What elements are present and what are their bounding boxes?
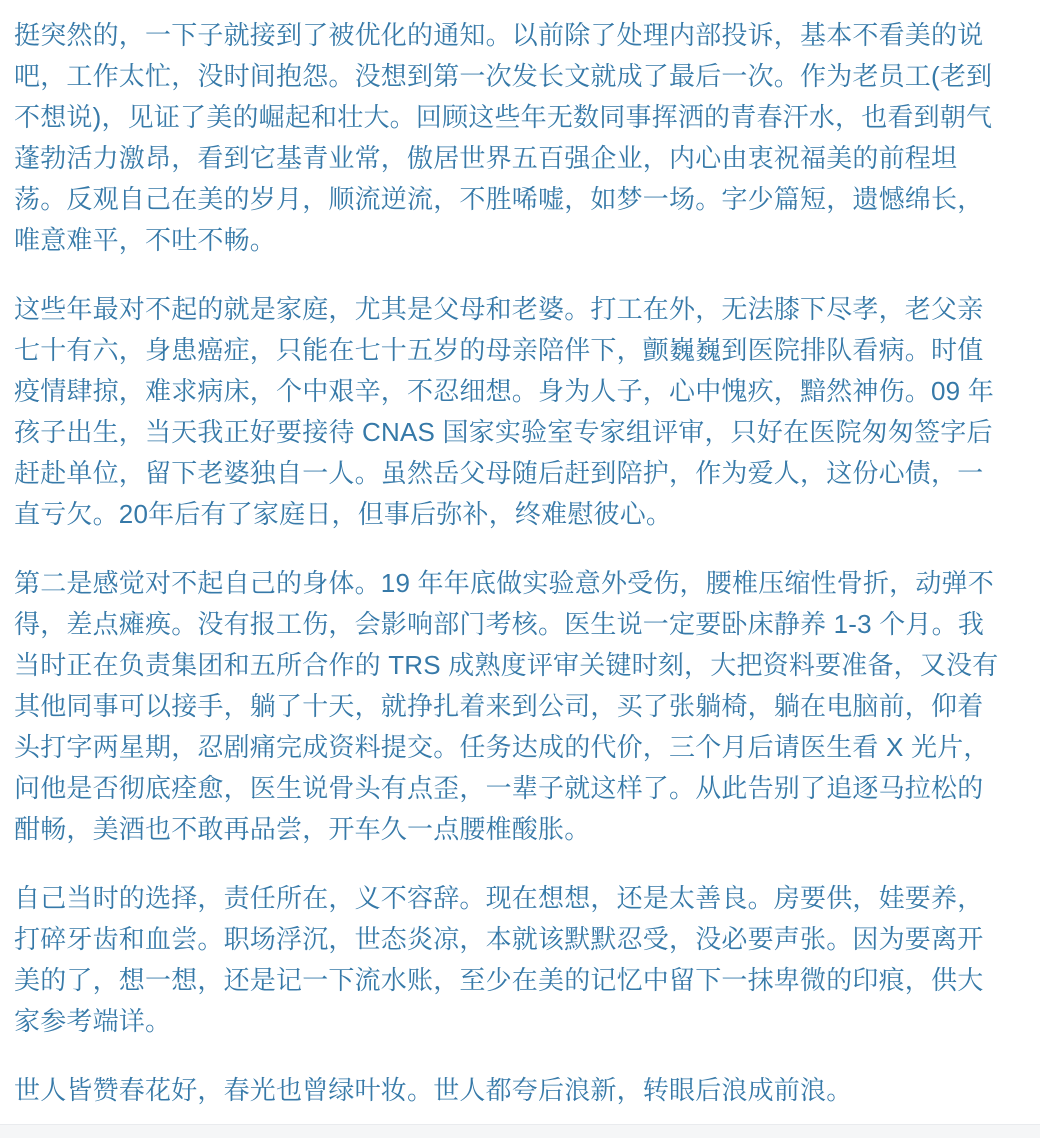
paragraph: [14, 289, 1026, 535]
text-line: 打碎牙齿和血尝。职场浮沉，世态炎凉，本就该默默忍受，没必要声张。因为要离开: [14, 924, 984, 954]
text-line: 吧，工作太忙，没时间抱怨。没想到第一次发长文就成了最后一次。作为老员工(老到: [14, 61, 993, 91]
bottom-divider: [0, 1124, 1040, 1138]
text-line: 得，差点瘫痪。没有报工伤，会影响部门考核。医生说一定要卧床静养 1-3 个月。我: [14, 609, 985, 639]
text-line: 世人皆赞春花好，春光也曾绿叶妆。世人都夸后浪新，转眼后浪成前浪。: [14, 1075, 853, 1105]
text-line: 赶赴单位，留下老婆独自一人。虽然岳父母随后赶到陪护，作为爱人，这份心债，一: [14, 458, 984, 488]
text-line: 疫情肆掠，难求病床，个中艰辛，不忍细想。身为人子，心中愧疚，黯然神伤。09 年: [14, 376, 994, 406]
text-line: 唯意难平，不吐不畅。: [14, 225, 277, 255]
paragraph: [14, 1070, 1026, 1111]
text-line: 荡。反观自己在美的岁月，顺流逆流，不胜唏嘘，如梦一场。字少篇短，遗憾绵长，: [14, 184, 984, 214]
text-line: 七十有六，身患癌症，只能在七十五岁的母亲陪伴下，颤巍巍到医院排队看病。时值: [14, 335, 984, 365]
text-line: 其他同事可以接手，躺了十天，就挣扎着来到公司，买了张躺椅，躺在电脑前，仰着: [14, 691, 984, 721]
text-line: 这些年最对不起的就是家庭，尤其是父母和老婆。打工在外，无法膝下尽孝，老父亲: [14, 294, 984, 324]
text-line: 第二是感觉对不起自己的身体。19 年年底做实验意外受伤，腰椎压缩性骨折，动弹不: [14, 568, 994, 598]
text-line: 挺突然的，一下子就接到了被优化的通知。以前除了处理内部投诉，基本不看美的说: [14, 20, 984, 50]
text-line: 问他是否彻底痊愈，医生说骨头有点歪，一辈子就这样了。从此告别了追逐马拉松的: [14, 773, 984, 803]
paragraph: [14, 563, 1026, 850]
text-line: 不想说)，见证了美的崛起和壮大。回顾这些年无数同事挥洒的青春汗水，也看到朝气: [14, 102, 993, 132]
text-line: 孩子出生，当天我正好要接待 CNAS 国家实验室专家组评审，只好在医院匆匆签字后: [14, 417, 993, 447]
text-line: 家参考端详。: [14, 1006, 172, 1036]
text-line: 蓬勃活力激昂，看到它基青业常，傲居世界五百强企业，内心由衷祝福美的前程坦: [14, 143, 958, 173]
text-line: 直亏欠。20年后有了家庭日，但事后弥补，终难慰彼心。: [14, 499, 673, 529]
paragraph: [14, 15, 1026, 261]
text-line: 自己当时的选择，责任所在，义不容辞。现在想想，还是太善良。房要供，娃要养，: [14, 883, 984, 913]
text-line: 美的了，想一想，还是记一下流水账，至少在美的记忆中留下一抹卑微的印痕，供大: [14, 965, 984, 995]
text-line: 酣畅，美酒也不敢再品尝，开车久一点腰椎酸胀。: [14, 814, 591, 844]
paragraph: [14, 878, 1026, 1042]
text-line: 头打字两星期，忍剧痛完成资料提交。任务达成的代价，三个月后请医生看 X 光片，: [14, 732, 990, 762]
text-line: 当时正在负责集团和五所合作的 TRS 成熟度评审关键时刻，大把资料要准备，又没有: [14, 650, 999, 680]
